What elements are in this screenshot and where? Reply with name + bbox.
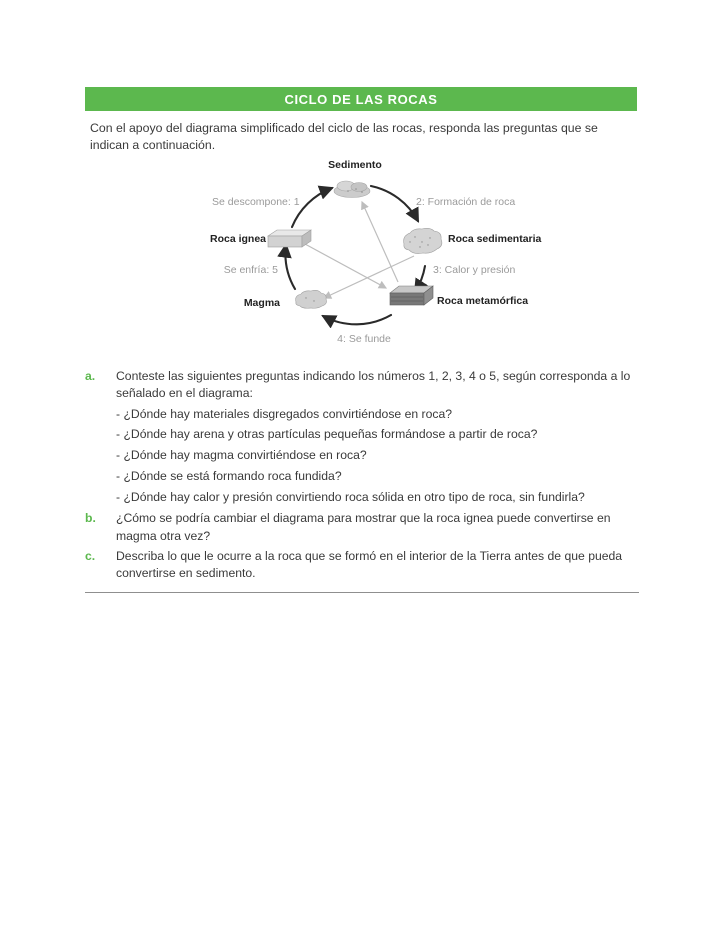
igneous-rock-icon [268, 230, 311, 247]
questions-section [85, 368, 639, 593]
question-a-sub-2: - ¿Dónde hay arena y otras partículas pequeñas formándose a partir de roca? [116, 427, 538, 442]
question-a-sub-4: - ¿Dónde se está formando roca fundida? [116, 469, 342, 484]
label-step-calor-presion: 3: Calor y presión [433, 264, 516, 276]
rock-cycle-graphic [210, 152, 522, 352]
bottom-divider [85, 592, 639, 593]
metamorphic-rock-icon [390, 286, 433, 305]
label-magma: Magma [243, 297, 280, 309]
title-banner [85, 87, 637, 111]
sediment-rock-icon [334, 181, 370, 198]
question-b-marker: b. [85, 511, 96, 526]
question-b-text: ¿Cómo se podría cambiar el diagrama para mostrar que la roca ignea puede convertirse en magma otra vez? [116, 511, 611, 543]
label-roca-ignea: Roca ignea [210, 233, 267, 245]
label-roca-metamorfica: Roca metamórfica [437, 295, 529, 307]
rock-cycle-diagram [210, 152, 542, 352]
question-c-text: Describa lo que le ocurre a la roca que se formó en el interior de la Tierra antes de que pueda convertirse en sedimento. [116, 548, 623, 581]
page-title: CICLO DE LAS ROCAS [284, 91, 438, 107]
label-sedimento: Sedimento [328, 159, 382, 171]
question-c [85, 548, 639, 583]
intro-text: Con el apoyo del diagrama simplificado del ciclo de las rocas, responda las preguntas que se indican a continuación. [90, 121, 598, 153]
sedimentary-rock-icon [404, 228, 442, 253]
magma-icon [296, 290, 327, 308]
question-a-subitems [85, 406, 639, 507]
label-roca-sedimentaria: Roca sedimentaria [448, 233, 542, 245]
question-a-sub-5: - ¿Dónde hay calor y presión convirtiendo roca sólida en otro tipo de roca, sin fundirla? [116, 489, 585, 504]
label-step-funde: 4: Se funde [337, 333, 391, 345]
question-c-marker: c. [85, 548, 96, 563]
label-step-descompone: Se descompone: 1 [212, 196, 300, 208]
label-step-formacion: 2: Formación de roca [416, 196, 516, 208]
question-a-sub-1: - ¿Dónde hay materiales disgregados convirtiéndose en roca? [116, 406, 453, 421]
shortcut-arrows [305, 202, 414, 298]
label-step-enfria: Se enfría: 5 [223, 264, 278, 276]
question-a [85, 368, 639, 403]
question-a-text: Conteste las siguientes preguntas indicando los números 1, 2, 3, 4 o 5, según corresponda a lo señalado en el diagrama: [116, 369, 631, 401]
question-a-sub-3: - ¿Dónde hay magma convirtiéndose en roca? [116, 448, 367, 463]
question-b [85, 510, 639, 545]
question-a-marker: a. [85, 369, 96, 383]
